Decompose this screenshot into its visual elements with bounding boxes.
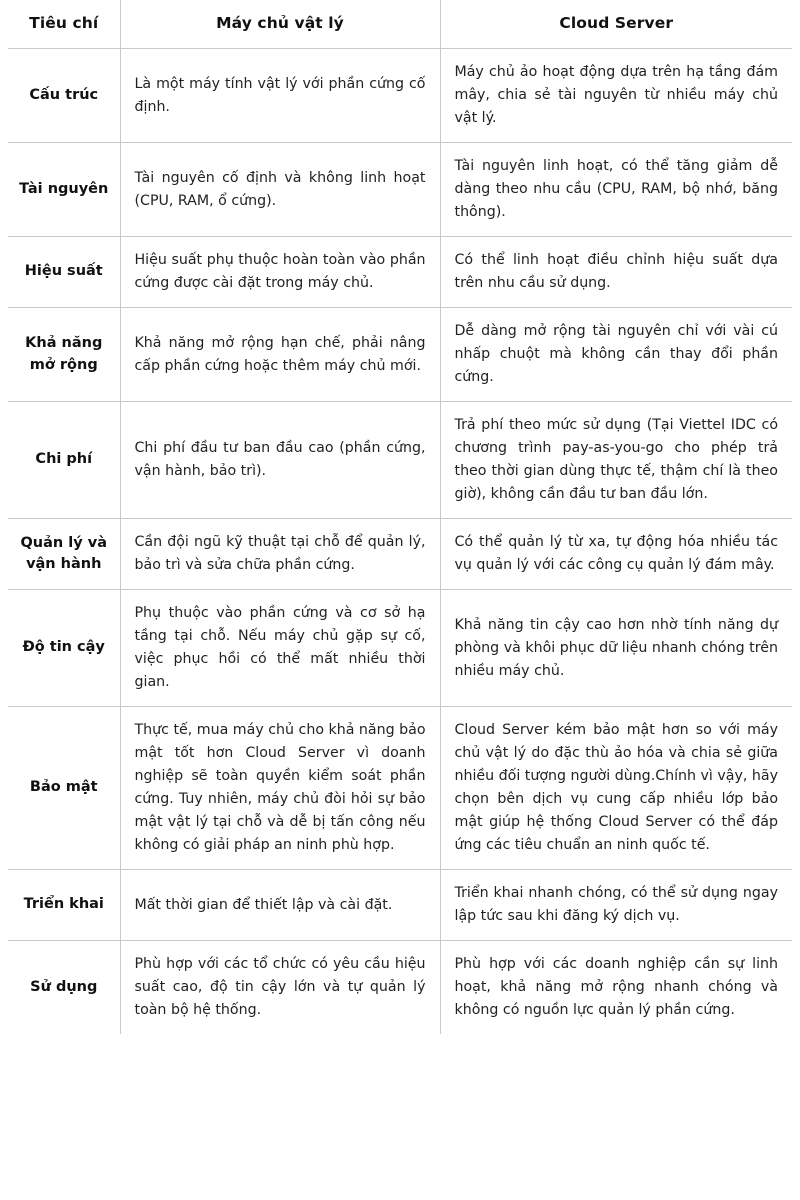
table-header — [8, 0, 792, 49]
table-row — [8, 870, 792, 941]
row-cloud-server-text: Tài nguyên linh hoạt, có thể tăng giảm dễ dàng theo nhu cầu (CPU, RAM, bộ nhớ, băng thông). — [440, 143, 792, 237]
column-header-criteria: Tiêu chí — [8, 0, 120, 49]
table-row — [8, 941, 792, 1035]
table-body — [8, 49, 792, 1035]
row-physical-server-text: Phù hợp với các tổ chức có yêu cầu hiệu suất cao, độ tin cậy lớn và tự quản lý toàn bộ hệ thống. — [120, 941, 440, 1035]
row-cloud-server-text: Máy chủ ảo hoạt động dựa trên hạ tầng đám mây, chia sẻ tài nguyên từ nhiều máy chủ vật lý. — [440, 49, 792, 143]
column-header-cloud-server: Cloud Server — [440, 0, 792, 49]
table-row — [8, 519, 792, 590]
row-criteria-label: Cấu trúc — [8, 49, 120, 143]
table-row — [8, 143, 792, 237]
row-criteria-label: Độ tin cậy — [8, 590, 120, 707]
table-row — [8, 308, 792, 402]
row-criteria-label: Tài nguyên — [8, 143, 120, 237]
row-cloud-server-text: Phù hợp với các doanh nghiệp cần sự linh hoạt, khả năng mở rộng nhanh chóng và không có nguồn lực quản lý phần cứng. — [440, 941, 792, 1035]
row-cloud-server-text: Triển khai nhanh chóng, có thể sử dụng ngay lập tức sau khi đăng ký dịch vụ. — [440, 870, 792, 941]
comparison-table — [8, 0, 792, 1034]
row-criteria-label: Triển khai — [8, 870, 120, 941]
table-row — [8, 402, 792, 519]
row-physical-server-text: Chi phí đầu tư ban đầu cao (phần cứng, vận hành, bảo trì). — [120, 402, 440, 519]
table-row — [8, 590, 792, 707]
row-physical-server-text: Khả năng mở rộng hạn chế, phải nâng cấp phần cứng hoặc thêm máy chủ mới. — [120, 308, 440, 402]
row-criteria-label: Khả năng mở rộng — [8, 308, 120, 402]
row-criteria-label: Hiệu suất — [8, 237, 120, 308]
row-physical-server-text: Là một máy tính vật lý với phần cứng cố định. — [120, 49, 440, 143]
table-row — [8, 237, 792, 308]
table-row — [8, 49, 792, 143]
row-physical-server-text: Hiệu suất phụ thuộc hoàn toàn vào phần cứng được cài đặt trong máy chủ. — [120, 237, 440, 308]
column-header-physical-server: Máy chủ vật lý — [120, 0, 440, 49]
table-row — [8, 707, 792, 870]
row-physical-server-text: Mất thời gian để thiết lập và cài đặt. — [120, 870, 440, 941]
row-physical-server-text: Cần đội ngũ kỹ thuật tại chỗ để quản lý, bảo trì và sửa chữa phần cứng. — [120, 519, 440, 590]
row-criteria-label: Chi phí — [8, 402, 120, 519]
row-criteria-label: Bảo mật — [8, 707, 120, 870]
row-cloud-server-text: Có thể linh hoạt điều chỉnh hiệu suất dựa trên nhu cầu sử dụng. — [440, 237, 792, 308]
row-criteria-label: Sử dụng — [8, 941, 120, 1035]
row-cloud-server-text: Trả phí theo mức sử dụng (Tại Viettel IDC có chương trình pay-as-you-go cho phép trả theo thời gian dùng thực tế, thậm chí là theo giờ), không cần đầu tư ban đầu lớn. — [440, 402, 792, 519]
row-physical-server-text: Phụ thuộc vào phần cứng và cơ sở hạ tầng tại chỗ. Nếu máy chủ gặp sự cố, việc phục hồi có thể mất nhiều thời gian. — [120, 590, 440, 707]
row-physical-server-text: Thực tế, mua máy chủ cho khả năng bảo mật tốt hơn Cloud Server vì doanh nghiệp sẽ toàn quyền kiểm soát phần cứng. Tuy nhiên, máy chủ đòi hỏi sự bảo mật vật lý tại chỗ và dễ bị tấn công nếu không có giải pháp an ninh phù hợp. — [120, 707, 440, 870]
row-criteria-label: Quản lý và vận hành — [8, 519, 120, 590]
row-cloud-server-text: Dễ dàng mở rộng tài nguyên chỉ với vài cú nhấp chuột mà không cần thay đổi phần cứng. — [440, 308, 792, 402]
row-cloud-server-text: Có thể quản lý từ xa, tự động hóa nhiều tác vụ quản lý với các công cụ quản lý đám mây. — [440, 519, 792, 590]
row-cloud-server-text: Khả năng tin cậy cao hơn nhờ tính năng dự phòng và khôi phục dữ liệu nhanh chóng trên nhiều máy chủ. — [440, 590, 792, 707]
table-header-row — [8, 0, 792, 49]
row-physical-server-text: Tài nguyên cố định và không linh hoạt (CPU, RAM, ổ cứng). — [120, 143, 440, 237]
row-cloud-server-text: Cloud Server kém bảo mật hơn so với máy chủ vật lý do đặc thù ảo hóa và chia sẻ giữa nhiều đối tượng người dùng.Chính vì vậy, hãy chọn bên dịch vụ cung cấp nhiều lớp bảo mật giúp hệ thống Cloud Server có thể đáp ứng các tiêu chuẩn an ninh quốc tế. — [440, 707, 792, 870]
